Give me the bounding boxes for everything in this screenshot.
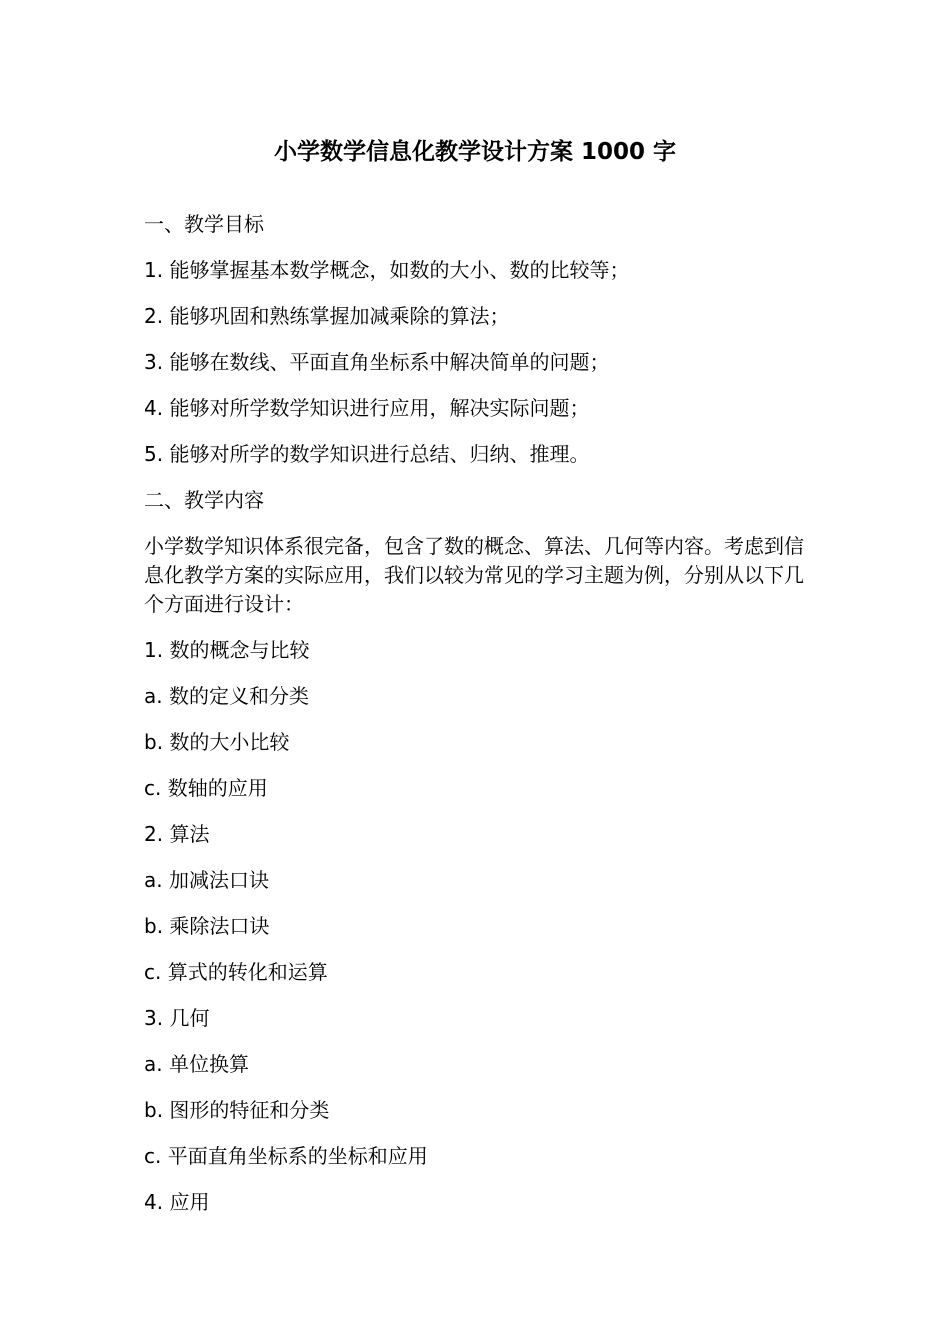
list-item: 3. 几何 xyxy=(144,1006,210,1030)
list-item: 1. 数的概念与比较 xyxy=(144,638,310,662)
list-item: 4. 能够对所学数学知识进行应用，解决实际问题； xyxy=(144,396,590,420)
body-paragraph: 小学数学知识体系很完备，包含了数的概念、算法、几何等内容。考虑到信息化教学方案的实际应用，我们以较为常见的学习主题为例，分别从以下几个方面进行设计： xyxy=(144,534,804,616)
list-item: c. 数轴的应用 xyxy=(144,776,268,800)
list-item: b. 图形的特征和分类 xyxy=(144,1098,330,1122)
list-item: c. 算式的转化和运算 xyxy=(144,960,328,984)
document-body xyxy=(144,210,809,1234)
list-item: 5. 能够对所学的数学知识进行总结、归纳、推理。 xyxy=(144,442,590,466)
list-item: a. 数的定义和分类 xyxy=(144,684,309,708)
list-item: b. 乘除法口诀 xyxy=(144,914,270,938)
list-item: b. 数的大小比较 xyxy=(144,730,290,754)
document-title: 小学数学信息化教学设计方案 1000 字 xyxy=(273,139,677,165)
section-heading-content: 二、教学内容 xyxy=(144,488,264,512)
section-heading-objectives: 一、教学目标 xyxy=(144,212,264,236)
list-item: 3. 能够在数线、平面直角坐标系中解决简单的问题； xyxy=(144,350,610,374)
list-item: a. 加减法口诀 xyxy=(144,868,269,892)
list-item: a. 单位换算 xyxy=(144,1052,249,1076)
list-item: 1. 能够掌握基本数学概念，如数的大小、数的比较等； xyxy=(144,258,630,282)
list-item: 2. 能够巩固和熟练掌握加减乘除的算法； xyxy=(144,304,510,328)
list-item: c. 平面直角坐标系的坐标和应用 xyxy=(144,1144,428,1168)
list-item: 2. 算法 xyxy=(144,822,210,846)
list-item: 4. 应用 xyxy=(144,1190,210,1214)
